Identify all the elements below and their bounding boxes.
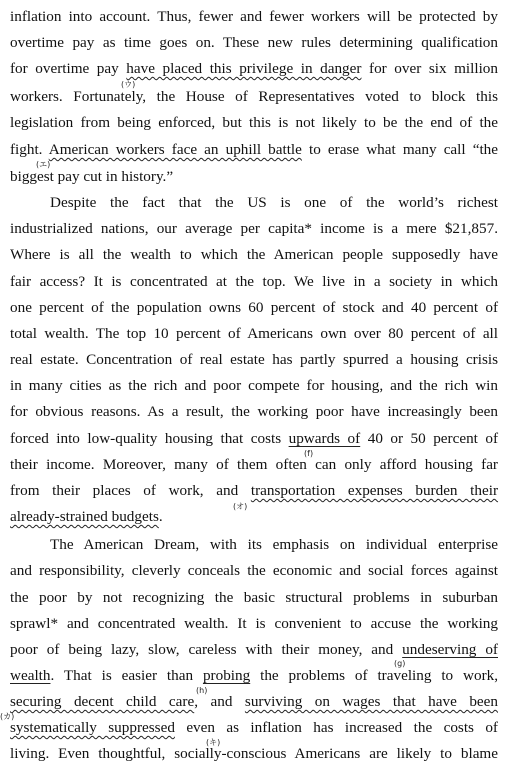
text-line: one percent of the population owns 60 percent of stock and 40 percent of: [10, 299, 498, 316]
text-segment: the problems of traveling to work,: [260, 667, 499, 684]
underlined-phrase-g-cont: wealth: [10, 667, 51, 684]
text-segment: for overtime pay: [10, 60, 119, 77]
marker-g: (g): [394, 659, 406, 668]
text-line: the poor by not recognizing the basic structural problems in suburban: [10, 589, 498, 606]
text-line: [10, 718, 498, 738]
text-line: living. Even thoughtful, socially-conscious Americans are likely to blame: [10, 745, 498, 762]
text-line: for obvious reasons. As a result, the working poor have increasingly been: [10, 403, 498, 420]
underlined-phrase-c: have placed this privilege in danger: [126, 60, 362, 77]
underlined-phrase-g: undeserving of: [402, 641, 498, 658]
underlined-phrase-h: probing: [202, 667, 251, 684]
marker-ka: (カ): [0, 712, 15, 721]
text-line: fair access? It is concentrated at the top. We live in a society in which: [10, 273, 498, 290]
text-segment: poor of being lazy, slow, careless with their money, and: [10, 641, 394, 658]
underlined-phrase-e: American workers face an uphill battle: [48, 141, 302, 158]
text-line: in many cities as the rich and poor compete for housing, and the rich win: [10, 377, 498, 394]
text-segment: 40 or 50 percent of: [367, 430, 499, 447]
text-line: Despite the fact that the US is one of the world’s richest: [50, 194, 498, 211]
text-line: [10, 640, 498, 660]
text-line: [10, 666, 498, 686]
text-line: workers. Fortunately, the House of Representatives voted to block this: [10, 88, 498, 105]
underlined-phrase-ki: surviving on wages that have been: [244, 693, 498, 710]
underlined-phrase-o: transportation expenses burden their: [250, 482, 499, 499]
text-segment: , and: [194, 693, 233, 710]
underlined-phrase-f: upwards of: [288, 430, 361, 447]
text-segment: for over six million: [369, 60, 498, 77]
text-segment: from their places of work, and: [10, 482, 239, 499]
text-line: [10, 481, 498, 501]
underlined-phrase-ka: securing decent child care: [10, 693, 195, 710]
text-segment: even as inflation has increased the costs of: [186, 719, 498, 736]
text-line: [10, 140, 498, 160]
marker-ki: (キ): [206, 738, 221, 747]
text-line: inflation into account. Thus, fewer and fewer workers will be protected by: [10, 8, 498, 25]
text-line: sprawl* and concentrated wealth. It is convenient to accuse the working: [10, 615, 498, 632]
text-line: real estate. Concentration of real estate has partly spurred a housing crisis: [10, 351, 498, 368]
text-line: and responsibility, cleverly conceals the economic and social forces against: [10, 562, 498, 579]
marker-c: (ウ): [121, 80, 136, 89]
text-segment: to erase what many call “the: [309, 141, 499, 158]
text-segment: .: [158, 508, 163, 525]
underlined-phrase-o-cont: already-strained budgets: [10, 508, 159, 525]
text-line: legislation from being enforced, but this is not likely to be the end of the: [10, 114, 498, 131]
text-segment: forced into low-quality housing that costs: [10, 430, 282, 447]
marker-h: (h): [196, 686, 208, 695]
text-segment: fight.: [10, 141, 43, 158]
marker-o: (オ): [233, 502, 248, 511]
text-line: [10, 692, 498, 712]
text-line: [10, 507, 498, 527]
text-line: [10, 59, 498, 79]
marker-e: (エ): [36, 160, 51, 169]
text-line: overtime pay as time goes on. These new rules determining qualification: [10, 34, 498, 51]
text-line: [10, 429, 498, 449]
underlined-phrase-ki-cont: systematically suppressed: [10, 719, 175, 736]
text-line: total wealth. The top 10 percent of Americans own over 80 percent of all: [10, 325, 498, 342]
text-line: industrialized nations, our average per capita* income is a mere $21,857.: [10, 220, 498, 237]
text-line: biggest pay cut in history.”: [10, 168, 174, 185]
text-segment: . That is easier than: [50, 667, 194, 684]
text-line: Where is all the wealth to which the American people supposedly have: [10, 246, 498, 263]
text-line: The American Dream, with its emphasis on individual enterprise: [50, 536, 498, 553]
text-line: their income. Moreover, many of them often can only afford housing far: [10, 456, 498, 473]
marker-f: (f): [304, 449, 314, 458]
